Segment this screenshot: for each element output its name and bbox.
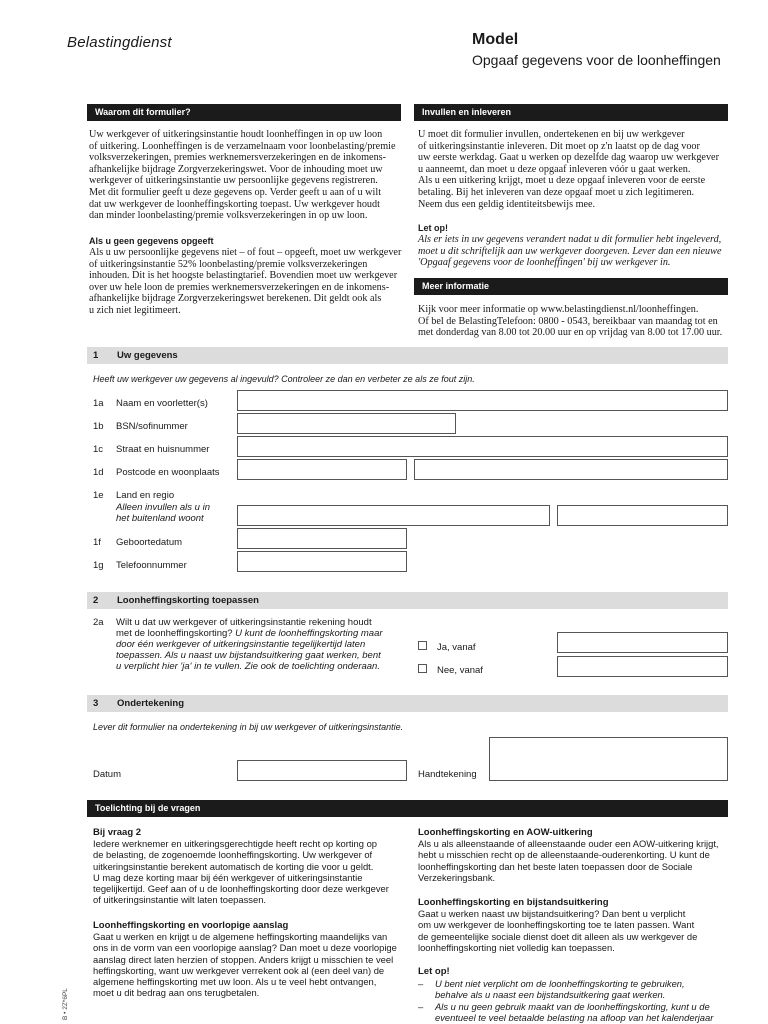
bar-waarom: Waarom dit formulier? — [87, 104, 401, 121]
letop-heading-bottom: Let op! — [418, 966, 450, 977]
geen-gegevens-heading: Als u geen gegevens opgeeft — [89, 236, 214, 246]
aow-heading: Loonheffingskorting en AOW-uitkering — [418, 827, 593, 838]
section-1-number: 1 — [93, 350, 99, 361]
toelichting-bij-vraag-2-heading: Bij vraag 2 — [93, 827, 142, 838]
side-form-code: B • 2Z*6PL — [62, 988, 69, 1020]
section-3-header — [87, 695, 728, 712]
label-naam: Naam en voorletter(s) — [116, 398, 208, 409]
meer-informatie-text: Kijk voor meer informatie op www.belastingdienst.nl/loonheffingen. Of bel de BelastingTelefoon: 0800 - 0543, bereikbaar van maandag tot en met donderdag van 8.00 tot 20.00 uur en op vrijdag van 8.00 tot 17.00 uur. — [418, 304, 723, 339]
bar-invullen: Invullen en inleveren — [414, 104, 728, 121]
letop-heading-top: Let op! — [418, 223, 448, 233]
bullet-2: – Als u nu geen gebruik maakt van de loonheffingskorting, kunt u de — [418, 1000, 710, 1012]
checkbox-nee[interactable] — [418, 664, 427, 673]
label-bsn: BSN/sofinummer — [116, 421, 188, 432]
checkbox-ja[interactable] — [418, 641, 427, 650]
section-1-title: Uw gegevens — [117, 350, 178, 361]
regio-input[interactable] — [557, 505, 728, 526]
letop-bullets: – U bent niet verplicht om de loonheffingskorting te gebruiken, behalve als u naast een bijstandsuitkering gaat werken. – Als u nu geen gebruik maakt van de loonheffingskorting, kunt u de eventueel te veel betaalde belasting na afloop van het kalenderjaar — [418, 978, 732, 1023]
bar-toelichting: Toelichting bij de vragen — [87, 800, 728, 817]
note-land-2: het buitenland woont — [116, 513, 204, 524]
bsn-input[interactable] — [237, 413, 456, 434]
question-2a: Wilt u dat uw werkgever of uitkeringsinstantie rekening houdt met de loonheffingskorting? U kunt de loonheffingskorting maar door één werkgever of uitkeringsinstantie tegelijkertijd laten toepassen. Als u naast uw bijstandsuitkering gaat werken, bent u verplicht hier 'ja' in te vullen. Zie ook de toelichting onderaan. — [116, 617, 383, 672]
geen-gegevens-text: Als u uw persoonlijke gegevens niet – of fout – opgeeft, moet uw werkgever of uitkeringsinstantie 52% loonbelasting/premie volksverzekeringen inhouden. Dit is het hoogste belastingtarief. Bovendien moet uw werkgever over uw hele loon de premies werknemersverzekeringen en de inkomens- afhankelijke bijdrage Zorgverzekeringswet berekenen. Dit geldt ook als u zich niet legitimeert. — [89, 247, 402, 316]
code-1f: 1f — [93, 537, 101, 548]
brand-logo-text: Belastingdienst — [67, 34, 172, 51]
voorlopige-aanslag-text: Gaat u werken en krijgt u de algemene heffingskorting maandelijks van ons in de vorm van een voorlopige aanslag? Dan moet u deze voorlopige aanslag direct laten herzien of stoppen. Anders krijgt u misschien te veel heffingskorting, want uw werkgever verrekent ook al (een deel van) de algemene heffingskorting met uw loon. Als u te veel hebt ontvangen, moet u dit bedrag aan ons terugbetalen. — [93, 931, 397, 999]
aow-text: Als u als alleenstaande of alleenstaande ouder een AOW-uitkering krijgt, hebt u misschien recht op de alleenstaande-ouderenkorting. U kunt de loonheffingskorting dan het beste laten toepassen door de Sociale Verzekeringsbank. — [418, 838, 719, 883]
section-1-header — [87, 347, 728, 364]
bar-meer-informatie: Meer informatie — [414, 278, 728, 295]
label-nee-vanaf: Nee, vanaf — [437, 665, 483, 676]
form-title: Opgaaf gegevens voor de loonheffingen — [472, 52, 721, 68]
model-label: Model — [472, 31, 519, 48]
code-1a: 1a — [93, 398, 104, 409]
postcode-input[interactable] — [237, 459, 407, 480]
land-input[interactable] — [237, 505, 550, 526]
nee-vanaf-input[interactable] — [557, 656, 728, 677]
geboortedatum-input[interactable] — [237, 528, 407, 549]
section-2-number: 2 — [93, 595, 99, 606]
label-postcode: Postcode en woonplaats — [116, 467, 220, 478]
toelichting-bij-vraag-2-text: Iedere werknemer en uitkeringsgerechtigde heeft recht op korting op de belasting, de zogenoemde loonheffingskorting. Uw werkgever of uitkeringsinstantie berekent automatisch de korting die voor u geldt. U mag deze korting maar bij één werkgever of uitkeringsinstantie tegelijkertijd. Geef aan of u de loonheffingskorting door deze werkgever of uitkeringsinstantie wilt laten toepassen. — [93, 838, 389, 906]
code-1d: 1d — [93, 467, 104, 478]
label-geboortedatum: Geboortedatum — [116, 537, 183, 548]
datum-input[interactable] — [237, 760, 407, 781]
code-2a: 2a — [93, 617, 104, 628]
invullen-text: U moet dit formulier invullen, ondertekenen en bij uw werkgever of uitkeringsinstantie inleveren. Dit moet op z'n laatst op de dag voor uw eerste werkdag. Gaat u werken op dezelfde dag waarop uw werkgever u aanneemt, dan moet u deze opgaaf inleveren vóór u gaat werken. Als u een uitkering krijgt, moet u deze opgaaf inleveren voor de eerste betaling. Bij het inleveren van deze opgaaf moet u zich legitimeren. Neem dus een geldig identiteitsbewijs mee. — [418, 129, 719, 210]
ja-vanaf-input[interactable] — [557, 632, 728, 653]
section-3-title: Ondertekening — [117, 698, 185, 709]
label-ja-vanaf: Ja, vanaf — [437, 642, 476, 653]
letop-text-top: Als er iets in uw gegevens verandert nadat u dit formulier hebt ingeleverd, moet u dit schriftelijk aan uw werkgever doorgeven. Lever dan een nieuwe 'Opgaaf gegevens voor de loonheffingen' bij uw werkgever in. — [418, 234, 722, 269]
label-land: Land en regio — [116, 490, 175, 501]
label-straat: Straat en huisnummer — [116, 444, 210, 455]
waarom-text: Uw werkgever of uitkeringsinstantie houdt loonheffingen in op uw loon of uitkering. Loonheffingen is de verzamelnaam voor loonbelasting/premie volksverzekeringen, premies werknemersverzekeringen en de inkomens- afhankelijke bijdrage Zorgverzekeringswet. Voor de inhouding moet uw werkgever of uitkeringsinstantie uw persoonlijke gegevens registreren. Met dit formulier geeft u deze gegevens op. Verder geeft u aan of u wilt dat uw werkgever de loonheffingskorting toepast. Uw werkgever houdt dan minder loonbelasting/premie volksverzekeringen in op uw loon. — [89, 129, 396, 222]
label-datum: Datum — [93, 769, 121, 780]
bijstand-heading: Loonheffingskorting en bijstandsuitkering — [418, 897, 609, 908]
bullet-1: – U bent niet verplicht om de loonheffingskorting te gebruiken, — [418, 978, 685, 989]
label-telefoon: Telefoonnummer — [116, 560, 187, 571]
straat-input[interactable] — [237, 436, 728, 457]
code-1g: 1g — [93, 560, 104, 571]
section-2-title: Loonheffingskorting toepassen — [117, 595, 259, 606]
woonplaats-input[interactable] — [414, 459, 728, 480]
voorlopige-aanslag-heading: Loonheffingskorting en voorlopige aanslag — [93, 920, 289, 931]
note-land-1: Alleen invullen als u in — [116, 502, 211, 513]
section-2-header — [87, 592, 728, 609]
section-1-instruction: Heeft uw werkgever uw gegevens al ingevuld? Controleer ze dan en verbeter ze als ze fout zijn. — [93, 374, 475, 384]
label-handtekening: Handtekening — [418, 769, 477, 780]
code-1c: 1c — [93, 444, 104, 455]
section-3-number: 3 — [93, 698, 99, 709]
code-1b: 1b — [93, 421, 104, 432]
code-1e: 1e — [93, 490, 104, 501]
naam-input[interactable] — [237, 390, 728, 411]
telefoon-input[interactable] — [237, 551, 407, 572]
bijstand-text: Gaat u werken naast uw bijstandsuitkering? Dan bent u verplicht om uw werkgever de loonheffingskorting toe te laten passen. Want de gemeentelijke sociale dienst doet dit alleen als uw werkgever de loonheffingskorting niet volledig kan toepassen. — [418, 908, 698, 953]
handtekening-box[interactable] — [489, 737, 728, 781]
section-3-instruction: Lever dit formulier na ondertekening in bij uw werkgever of uitkeringsinstantie. — [93, 722, 404, 732]
